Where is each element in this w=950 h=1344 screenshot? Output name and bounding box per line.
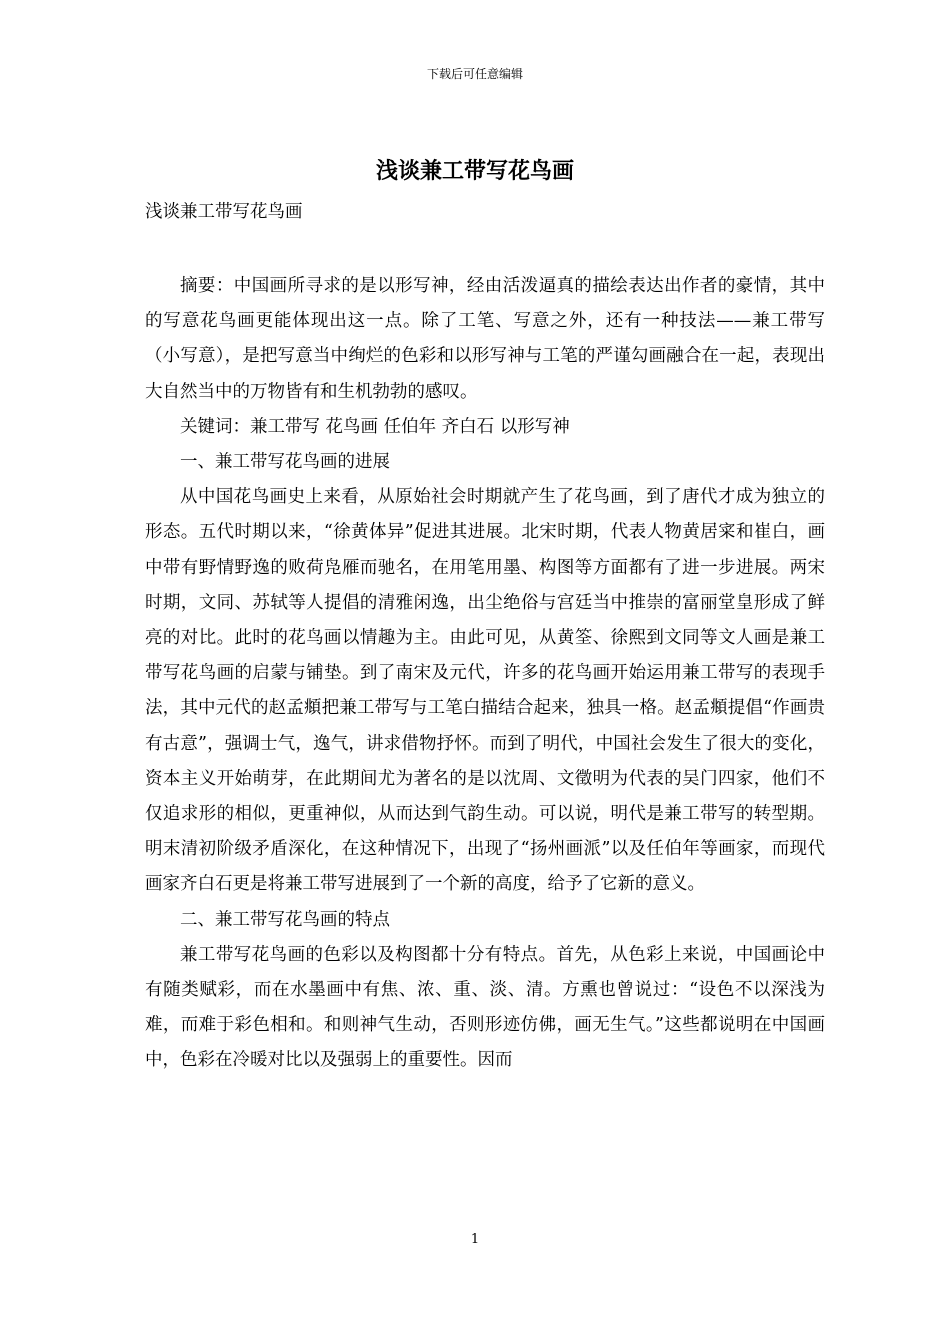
document-subtitle: 浅谈兼工带写花鸟画	[145, 202, 303, 222]
body-paragraph: 从中国花鸟画史上来看，从原始社会时期就产生了花鸟画，到了唐代才成为独立的形态。五代时期以来，“徐黄体异”促进其进展。北宋时期，代表人物黄居寀和崔白，画中带有野情野逸的败荷凫雁而驰名，在用笔用墨、构图等方面都有了进一步进展。两宋时期，文同、苏轼等人提倡的清雅闲逸，出尘绝俗与宫廷当中推崇的富丽堂皇形成了鲜亮的对比。此时的花鸟画以情趣为主。由此可见，从黄筌、徐熙到文同等文人画是兼工带写花鸟画的启蒙与铺垫。到了南宋及元代，许多的花鸟画开始运用兼工带写的表现手法，其中元代的赵孟頫把兼工带写与工笔白描结合起来，独具一格。赵孟頫提倡“作画贵有古意”，强调士气，逸气，讲求借物抒怀。而到了明代，中国社会发生了很大的变化，资本主义开始萌芽，在此期间尤为著名的是以沈周、文徵明为代表的吴门四家，他们不仅追求形的相似，更重神似，从而达到气韵生动。可以说，明代是兼工带写的转型期。明末清初阶级矛盾深化，在这种情况下，出现了“扬州画派”以及任伯年等画家，而现代画家齐白石更是将兼工带写进展到了一个新的高度，给予了它新的意义。	[145, 487, 825, 895]
document-body	[145, 269, 825, 1079]
page-number: 1	[470, 1232, 480, 1247]
keywords-paragraph: 关键词：兼工带写 花鸟画 任伯年 齐白石 以形写神	[180, 416, 570, 437]
section-heading-2: 二、兼工带写花鸟画的特点	[180, 909, 390, 930]
page-header: 下载后可任意编辑	[426, 67, 523, 81]
document-title: 浅谈兼工带写花鸟画	[375, 158, 574, 184]
abstract-paragraph: 摘要：中国画所寻求的是以形写神，经由活泼逼真的描绘表达出作者的豪情，其中的写意花鸟画更能体现出这一点。除了工笔、写意之外，还有一种技法——兼工带写（小写意），是把写意当中绚烂的色彩和以形写神与工笔的严谨勾画融合在一起，表现出大自然当中的万物皆有和生机勃勃的感叹。	[145, 276, 825, 402]
body-paragraph: 兼工带写花鸟画的色彩以及构图都十分有特点。首先，从色彩上来说，中国画论中有随类赋彩，而在水墨画中有焦、浓、重、淡、清。方熏也曾说过：“设色不以深浅为难，而难于彩色相和。和则神气生动，否则形迹仿佛，画无生气。”这些都说明在中国画中，色彩在冷暖对比以及强弱上的重要性。因而	[145, 944, 825, 1071]
section-heading-1: 一、兼工带写花鸟画的进展	[180, 452, 390, 473]
